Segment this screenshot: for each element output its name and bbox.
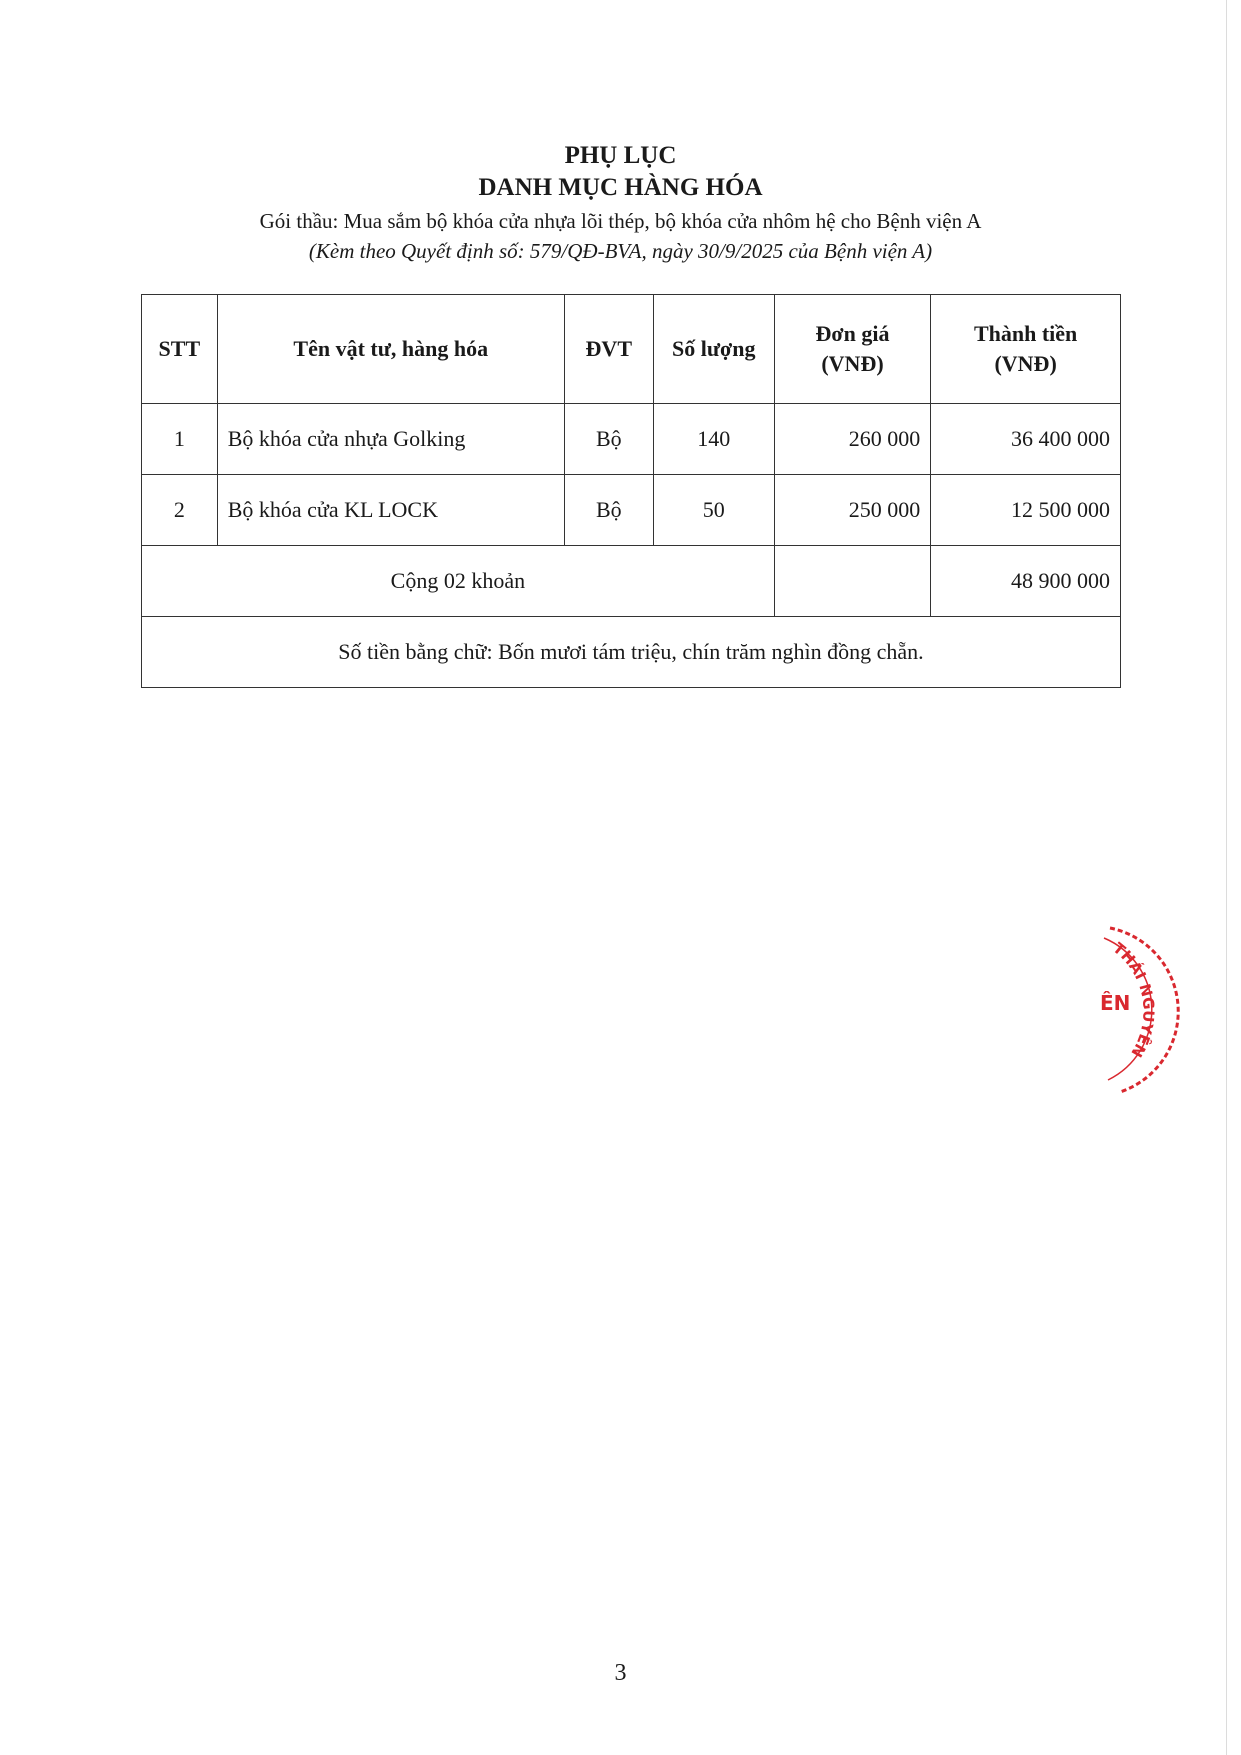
red-seal-stamp <box>1100 920 1210 1100</box>
page-number: 3 <box>614 1660 627 1686</box>
cell-stt: 1 <box>142 404 218 475</box>
cell-amount: 36 400 000 <box>931 404 1121 475</box>
table-header-row <box>142 295 1121 404</box>
package-line: Gói thầu: Mua sắm bộ khóa cửa nhựa lõi thép, bộ khóa cửa nhôm hệ cho Bệnh viện A <box>259 209 982 233</box>
header-name: Tên vật tư, hàng hóa <box>217 295 564 404</box>
total-amount: 48 900 000 <box>931 546 1121 617</box>
appendix-title: PHỤ LỤC <box>564 142 677 169</box>
header-amount-line2: (VNĐ) <box>994 351 1057 376</box>
cell-name: Bộ khóa cửa KL LOCK <box>217 475 564 546</box>
cell-price: 250 000 <box>774 475 930 546</box>
header-price <box>774 295 930 404</box>
header-price-line2: (VNĐ) <box>821 351 884 376</box>
document-header <box>0 140 1241 266</box>
header-qty: Số lượng <box>653 295 774 404</box>
amount-in-words: Số tiền bằng chữ: Bốn mươi tám triệu, chín trăm nghìn đồng chẵn. <box>142 617 1121 688</box>
table-row <box>142 475 1121 546</box>
header-unit: ĐVT <box>564 295 653 404</box>
cell-qty: 50 <box>653 475 774 546</box>
seal-partial-text: ÊN <box>1100 991 1131 1015</box>
header-amount <box>931 295 1121 404</box>
goods-table <box>141 294 1121 688</box>
cell-amount: 12 500 000 <box>931 475 1121 546</box>
header-stt: STT <box>142 295 218 404</box>
header-price-line1: Đơn giá <box>815 321 890 346</box>
cell-unit: Bộ <box>564 475 653 546</box>
cell-stt: 2 <box>142 475 218 546</box>
table-row <box>142 404 1121 475</box>
total-row <box>142 546 1121 617</box>
decision-reference: (Kèm theo Quyết định số: 579/QĐ-BVA, ngày 30/9/2025 của Bệnh viện A) <box>308 239 933 263</box>
cell-unit: Bộ <box>564 404 653 475</box>
cell-qty: 140 <box>653 404 774 475</box>
total-label: Cộng 02 khoản <box>142 546 775 617</box>
total-price-empty <box>774 546 930 617</box>
cell-price: 260 000 <box>774 404 930 475</box>
amount-in-words-row <box>142 617 1121 688</box>
cell-name: Bộ khóa cửa nhựa Golking <box>217 404 564 475</box>
seal-arc-text: THÁI NGUYÊN <box>1109 938 1158 1061</box>
header-amount-line1: Thành tiền <box>973 321 1078 346</box>
list-title: DANH MỤC HÀNG HÓA <box>478 174 763 201</box>
